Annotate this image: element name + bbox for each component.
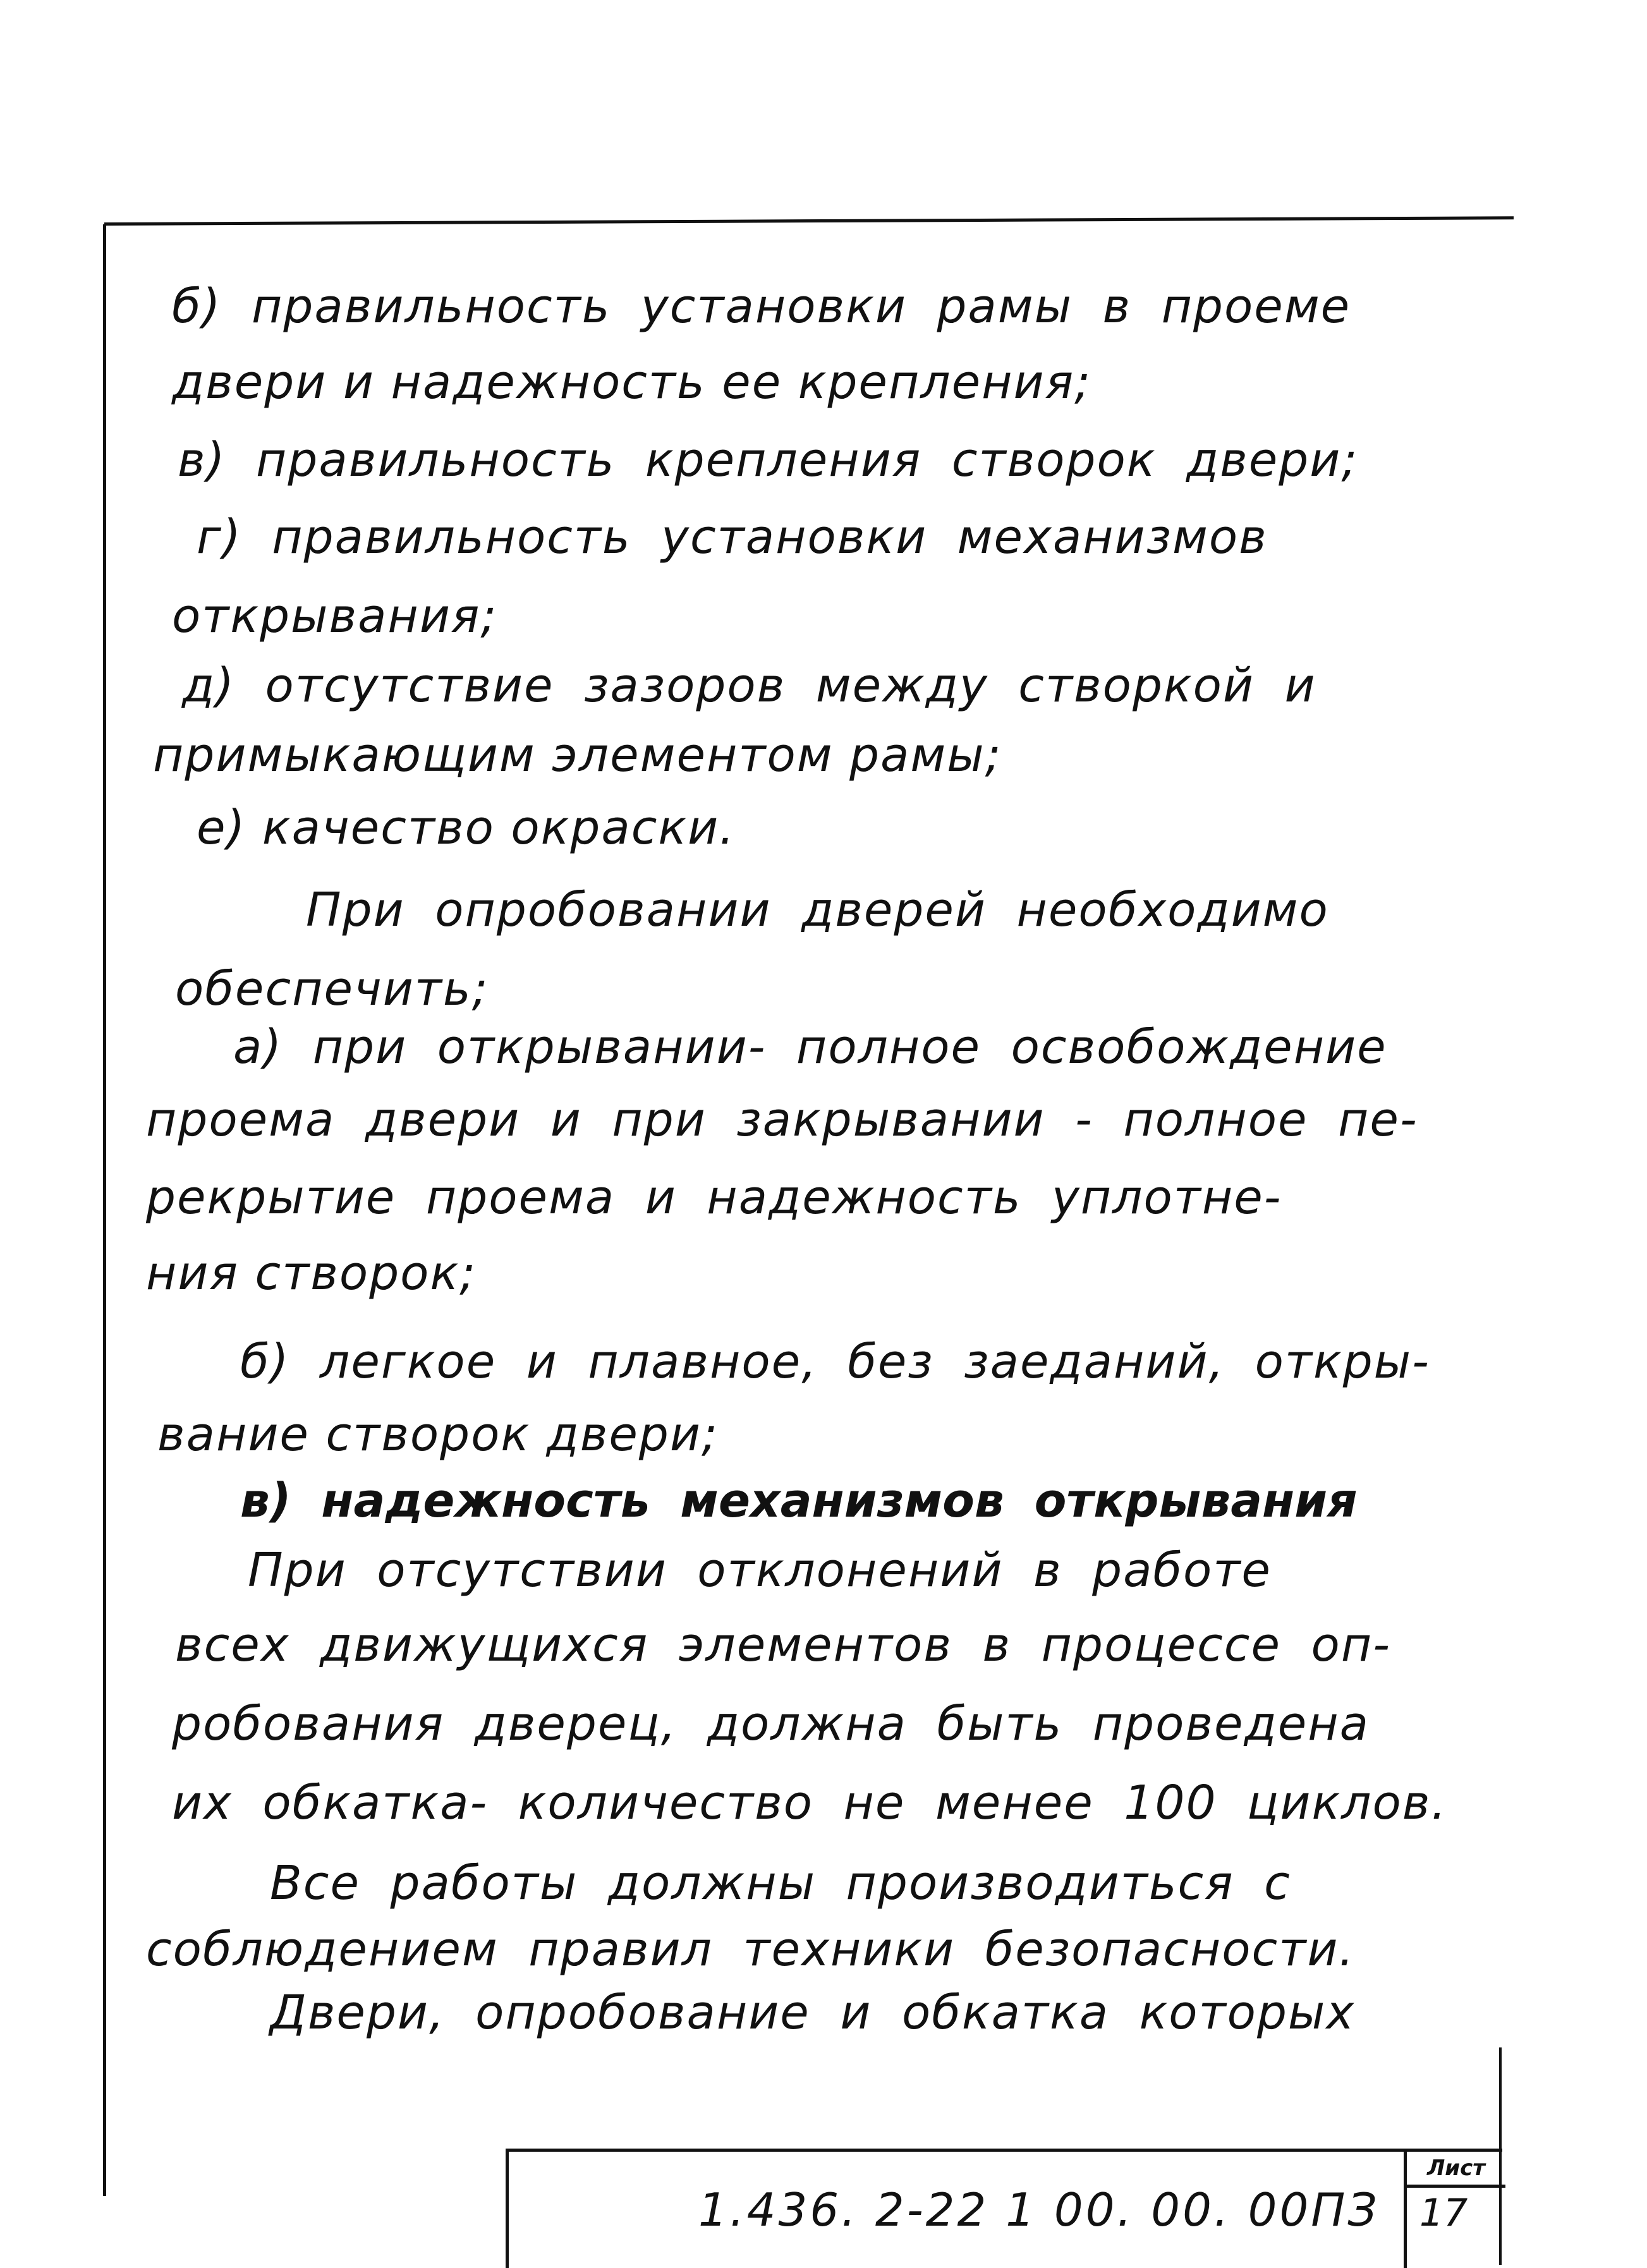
sheet-cell — [1404, 2152, 1505, 2268]
title-block-stamp — [506, 2149, 1502, 2268]
text-line: их обкатка- количество не менее 100 циклов. — [172, 1776, 1447, 1830]
text-line: а) при открывании- полное освобождение — [233, 1020, 1387, 1074]
text-line: Все работы должны производиться с — [270, 1856, 1291, 1910]
text-line: вание створок двери; — [157, 1407, 719, 1462]
text-line: в) правильность крепления створок двери; — [178, 433, 1359, 487]
text-line: двери и надежность ее крепления; — [172, 355, 1092, 409]
frame-top-border — [104, 216, 1514, 226]
text-line: б) легкое и плавное, без заеданий, откры- — [240, 1335, 1430, 1389]
document-code: 1.436. 2-22 1 00. 00. 00ПЗ — [698, 2183, 1380, 2236]
text-line: всех движущихся элементов в процессе оп- — [175, 1618, 1391, 1672]
sheet-label: Лист — [1407, 2152, 1505, 2188]
text-line: проема двери и при закрывании - полное пе- — [146, 1093, 1418, 1147]
text-line: соблюдением правил техники безопасности. — [146, 1922, 1355, 1977]
frame-left-border — [103, 224, 106, 2196]
text-line: открывания; — [172, 589, 498, 643]
text-line: Двери, опробование и обкатка которых — [270, 1986, 1356, 2040]
sheet-number: 17 — [1419, 2191, 1468, 2235]
text-line: б) правильность установки рамы в проеме — [172, 279, 1351, 334]
text-line: е) качество окраски. — [197, 801, 736, 855]
text-line: При опробовании дверей необходимо — [306, 883, 1329, 937]
text-line: При отсутствии отклонений в работе — [248, 1543, 1272, 1598]
text-line: робования дверец, должна быть проведена — [172, 1697, 1370, 1751]
text-line: обеспечить; — [175, 962, 489, 1016]
text-line: ния створок; — [146, 1246, 477, 1301]
text-line: примыкающим элементом рамы; — [153, 728, 1002, 782]
text-line: д) отсутствие зазоров между створкой и — [182, 658, 1316, 713]
text-line: рекрытие проема и надежность уплотне- — [146, 1170, 1282, 1225]
text-line: г) правильность установки механизмов — [197, 510, 1268, 564]
text-line: в) надежность механизмов открывания — [240, 1474, 1358, 1528]
